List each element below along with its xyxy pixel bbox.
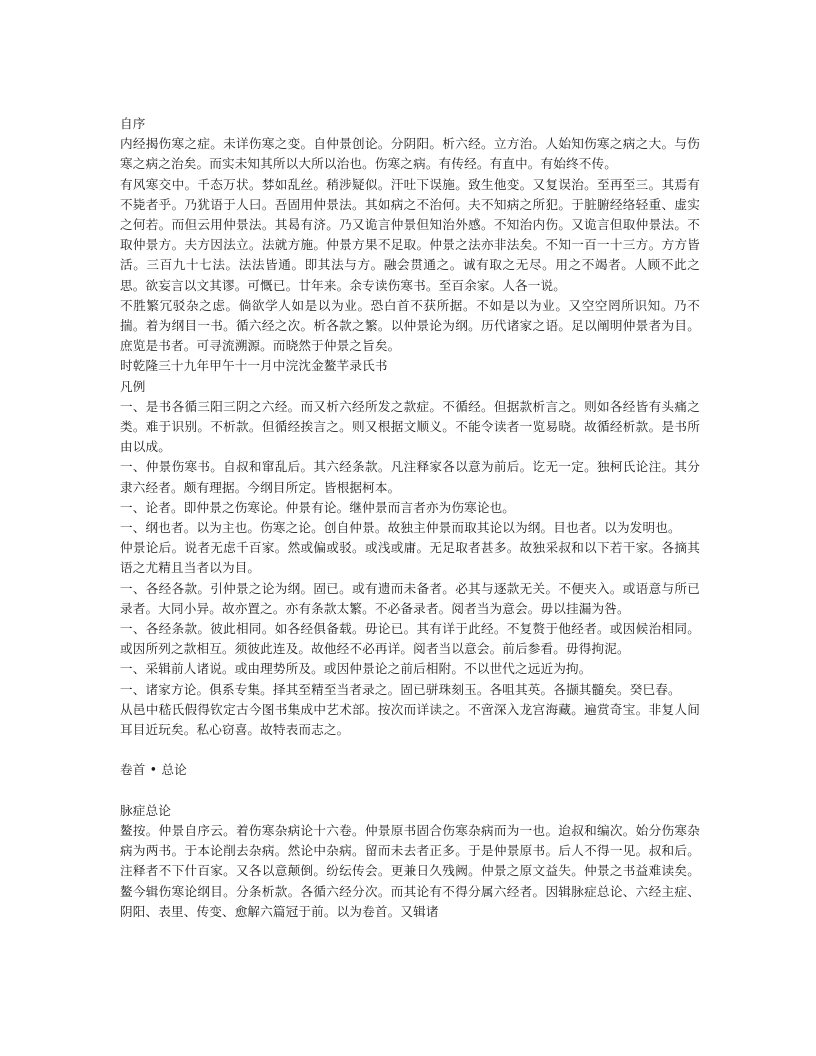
guideline-item: 一、诸家方论。俱系专集。择其至精至当者录之。固已骈珠刻玉。各咀其英。各撷其髓矣。癸巳春。	[120, 681, 681, 697]
guideline-item: 从邑中嵇氏假得钦定古今图书集成中艺术部。按次而详读之。不啻深入龙宫海藏。遍赏奇宝。非复人间耳目近玩矣。私心窃喜。故特表而志之。	[120, 701, 700, 738]
guideline-item: 一、采辑前人诸说。或由理势所及。或因仲景论之前后相附。不以世代之远近为拘。	[120, 661, 592, 677]
pulse-section-title: 脉症总论	[120, 802, 171, 818]
guideline-item: 一、各经条款。彼此相同。如各经俱备载。毋论已。其有详于此经。不复赘于他经者。或因候治相同。或因所列之款相互。须彼此连及。故他经不必再详。阅者当以意会。前后参看。毋得拘泥。	[120, 621, 700, 657]
preface-paragraph: 内经揭伤寒之症。未详伤寒之变。自仲景创论。分阴阳。析六经。立方治。人始知伤寒之病之大。与伤寒之病之治矣。而实未知其所以大所以治也。伤寒之病。有传经。有直中。有始终不传。	[120, 136, 700, 172]
guideline-item: 仲景论后。说者无虑千百家。然或偏或驳。或浅或庸。无足取者甚多。故独采叔和以下若干家。各摘其语之尤精且当者以为目。	[120, 540, 700, 576]
pulse-section-paragraph: 鳌按。仲景自序云。着伤寒杂病论十六卷。仲景原书固合伤寒杂病而为一也。迨叔和编次。始分伤寒杂病为两书。于本论削去杂病。然论中杂病。留而未去者正多。于是仲景原书。后人不得一见。叔和后。注释者不下什百家。又各以意颠倒。纷纭传会。更兼日久残阙。仲景之原文益失。仲景之书益难读矣。鳌今辑伤寒论纲目。分条析款。各循六经分次。而其论有不得分属六经者。因辑脉症总论、六经主症、阴阳、表里、传变、愈解六篇冠于前。以为卷首。又辑诸	[120, 823, 700, 919]
preface-title: 自序	[120, 116, 146, 131]
preface-paragraph: 不胜繁冗驳杂之虑。倘欲学人如是以为业。恐白首不获所据。不如是以为业。又空空罔所识知。乃不揣。着为纲目一书。循六经之次。析各款之繁。以仲景论为纲。历代诸家之语。足以阐明仲景者为目。庶览是书者。可寻流溯源。而晓然于仲景之旨矣。	[120, 297, 700, 354]
guideline-item: 一、各经各款。引仲景之论为纲。固已。或有遗而未备者。必其与逐款无关。不便夹入。或语意与所已录者。大同小异。故亦置之。亦有条款太繁。不必备录者。阅者当为意会。毋以挂漏为咎。	[120, 580, 700, 616]
guideline-item: 一、仲景伤寒书。自叔和窜乱后。其六经条款。凡注释家各以意为前后。讫无一定。独柯氏论注。其分隶六经者。颇有理据。今纲目所定。皆根据柯本。	[120, 459, 700, 495]
preface-signature: 时乾隆三十九年甲午十一月中浣沈金鳌芊录氏书	[120, 358, 388, 374]
section-spacer	[120, 740, 700, 760]
section-spacer	[120, 781, 700, 801]
guideline-item: 一、是书各循三阳三阴之六经。而又析六经所发之款症。不循经。但据款析言之。则如各经皆有头痛之类。难于识别。不析款。但循经挨言之。则又根据文顺义。不能令读者一览易晓。故循经析款。是书所由以成。	[120, 398, 700, 455]
preface-paragraph: 有风寒交中。千态万状。棼如乱丝。稍涉疑似。汗吐下误施。致生他变。又复误治。至再至三。其焉有不毙者乎。乃犹语于人曰。吾固用仲景法。其如病之不治何。夫不知病之所犯。于脏腑经络轻重、虚实之何若。而但云用仲景法。其曷有济。乃又诡言仲景但知治外感。不知治内伤。又诡言但取仲景法。不取仲景方。夫方因法立。法就方施。仲景方果不足取。仲景之法亦非法矣。不知一百一十三方。方方皆活。三百九十七法。法法皆通。即其法与方。融会贯通之。诚有取之无尽。用之不竭者。人顾不此之思。欲妄言以文其谬。可慨已。廿年来。余专读伤寒书。至百余家。人各一说。	[120, 176, 700, 293]
guidelines-title: 凡例	[120, 378, 146, 394]
document-page	[120, 114, 700, 922]
guideline-item: 一、纲也者。以为主也。伤寒之论。创自仲景。故独主仲景而取其论以为纲。目也者。以为发明也。	[120, 520, 681, 536]
volume-title: 卷首 • 总论	[120, 762, 187, 778]
guideline-item: 一、论者。即仲景之伤寒论。仲景有论。继仲景而言者亦为伤寒论也。	[120, 499, 516, 515]
